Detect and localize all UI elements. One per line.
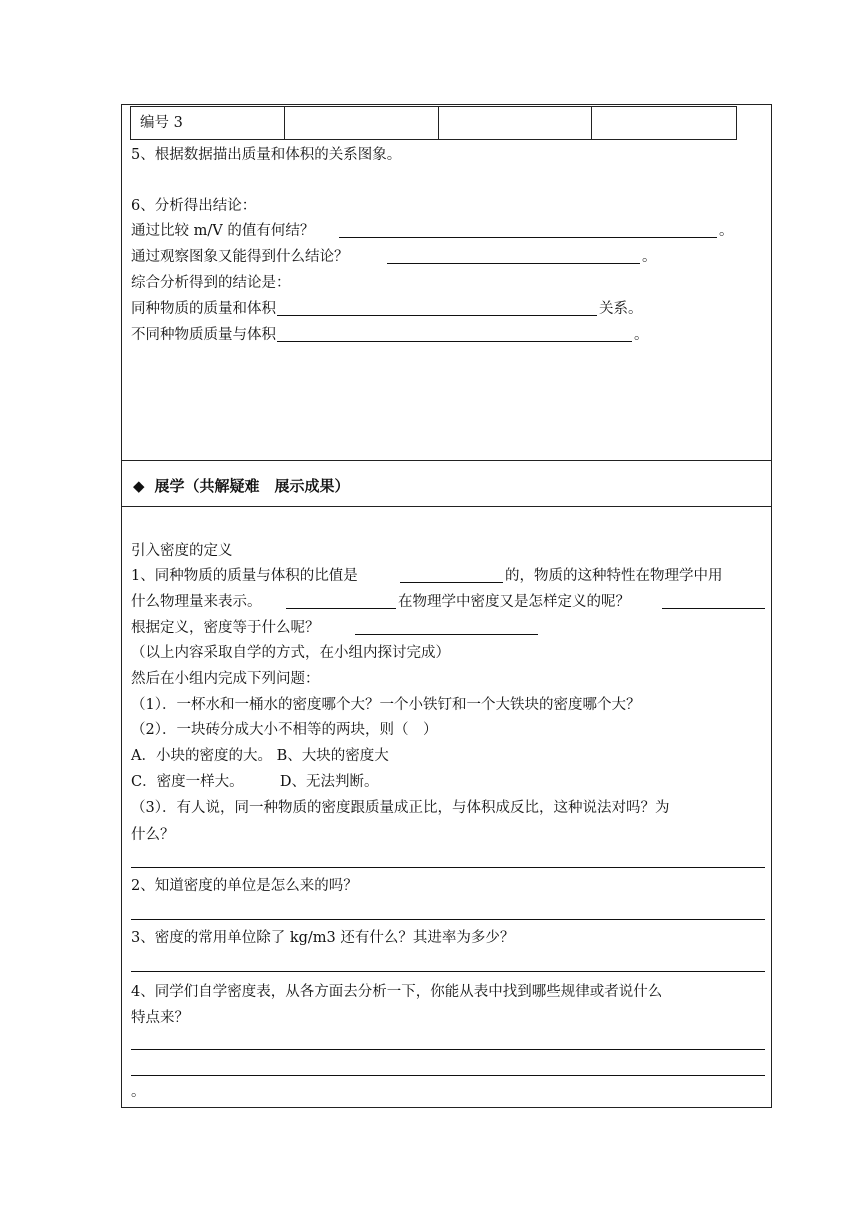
section-title-text: 展学（共解疑难 展示成果） [154, 477, 350, 495]
sub-question-3-cont: 什么？ [131, 827, 175, 843]
answer-blank[interactable] [339, 237, 717, 238]
answer-line[interactable] [131, 919, 765, 920]
answer-line[interactable] [131, 1049, 765, 1050]
answer-blank[interactable] [400, 582, 503, 583]
summary-text: 综合分析得到的结论是： [131, 275, 291, 291]
answer-blank[interactable] [277, 315, 597, 316]
answer-line[interactable] [131, 1075, 765, 1076]
step-5-text: 5、根据数据描出质量和体积的关系图象。 [131, 147, 402, 163]
section-title [133, 475, 350, 496]
question-1b: 什么物理量来表示。 [131, 594, 262, 610]
option-c-d: C．密度一样大。 D、无法判断。 [131, 774, 379, 790]
answer-blank[interactable] [387, 263, 640, 264]
divider [121, 460, 772, 461]
question-1c: 根据定义，密度等于什么呢？ [131, 620, 320, 636]
conclusion-same-suffix: 关系。 [599, 301, 643, 317]
table-cell [285, 107, 439, 139]
divider [121, 506, 772, 507]
note-text: （以上内容采取自学的方式，在小组内探讨完成） [131, 645, 450, 661]
question-2: 2、知道密度的单位是怎么来的吗？ [131, 878, 358, 894]
question-ratio: 通过比较 m/V 的值有何结？ [131, 223, 315, 239]
answer-line[interactable] [131, 971, 765, 972]
question-1b-mid: 在物理学中密度又是怎样定义的呢？ [398, 594, 630, 610]
answer-blank[interactable] [286, 608, 396, 609]
question-3: 3、密度的常用单位除了 kg/m3 还有什么？其进率为多少？ [131, 930, 515, 946]
data-table-row [130, 106, 737, 140]
period: 。 [634, 327, 649, 343]
period: 。 [131, 1084, 146, 1100]
answer-blank[interactable] [662, 608, 765, 609]
diamond-icon: ◆ [133, 477, 145, 495]
period: 。 [719, 223, 734, 239]
table-cell [439, 107, 593, 139]
conclusion-same-prefix: 同种物质的质量和体积 [131, 301, 276, 317]
sub-question-2: （2）．一块砖分成大小不相等的两块，则（ ） [131, 722, 438, 738]
answer-line[interactable] [131, 867, 765, 868]
then-text: 然后在小组内完成下列问题： [131, 671, 320, 687]
table-cell [592, 107, 736, 139]
step-6-text: 6、分析得出结论： [131, 198, 257, 214]
answer-blank[interactable] [355, 634, 538, 635]
question-1a-suffix: 的，物质的这种特性在物理学中用 [505, 568, 723, 584]
sub-question-1: （1）．一杯水和一桶水的密度哪个大？一个小铁钉和一个大铁块的密度哪个大？ [131, 697, 641, 713]
answer-blank[interactable] [277, 341, 632, 342]
question-graph: 通过观察图象又能得到什么结论？ [131, 249, 349, 265]
conclusion-diff-prefix: 不同种物质质量与体积 [131, 327, 276, 343]
question-1a: 1、同种物质的质量与体积的比值是 [131, 568, 358, 584]
question-4-cont: 特点来？ [131, 1010, 189, 1026]
table-cell-label: 编号 3 [131, 107, 285, 139]
option-a-b: A．小块的密度的大。 B、大块的密度大 [131, 748, 389, 764]
question-4: 4、同学们自学密度表，从各方面去分析一下，你能从表中找到哪些规律或者说什么 [131, 984, 663, 1000]
intro-text: 引入密度的定义 [131, 543, 233, 559]
period: 。 [642, 249, 657, 265]
sub-question-3: （3）．有人说，同一种物质的密度跟质量成正比，与体积成反比，这种说法对吗？为 [131, 800, 670, 816]
